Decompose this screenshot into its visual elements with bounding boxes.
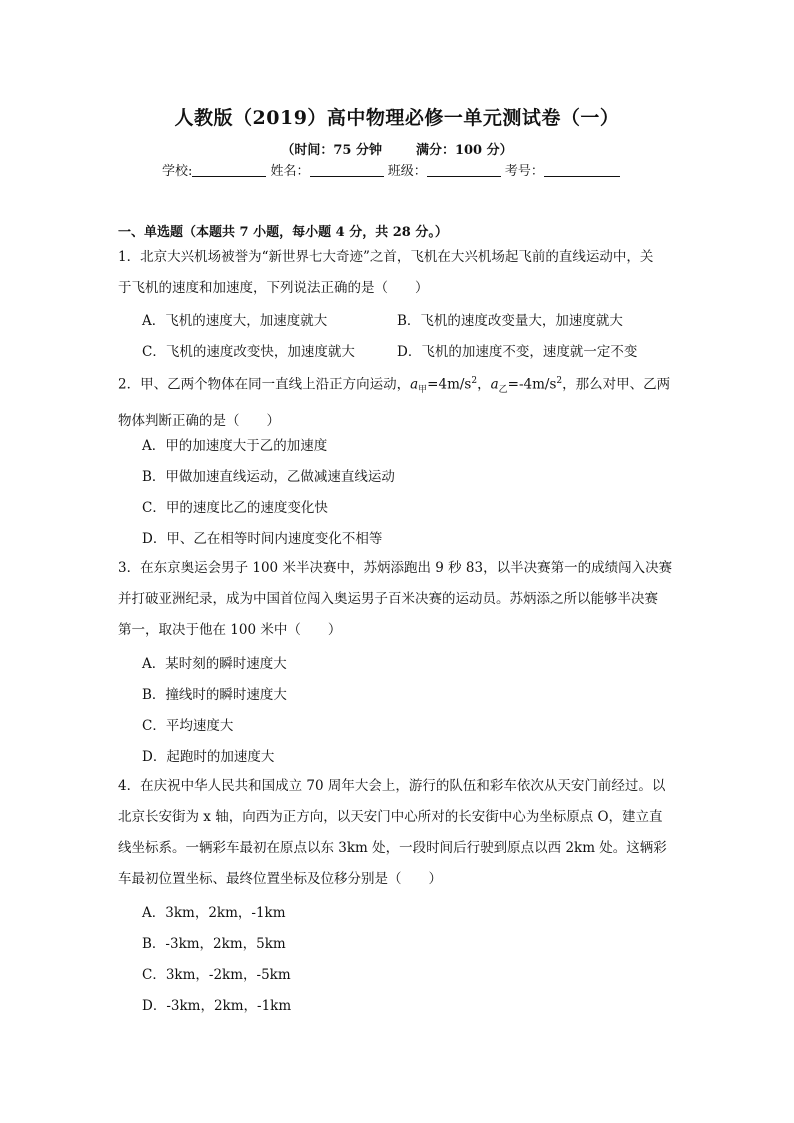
- question-2-line-2: 物体判断正确的是（ ）: [118, 413, 280, 430]
- question-1-option-c: C．飞机的速度改变快，加速度就大: [142, 344, 355, 360]
- question-3-option-a: A．某时刻的瞬时速度大: [142, 656, 287, 672]
- question-4-line-1: 4．在庆祝中华人民共和国成立 70 周年大会上，游行的队伍和彩车依次从天安门前经过。以: [118, 778, 666, 794]
- question-4-stem: [118, 771, 678, 895]
- question-1-line-1: 1．北京大兴机场被誉为“新世界七大奇迹”之首，飞机在大兴机场起飞前的直线运动中，关: [118, 249, 654, 265]
- question-3-line-1: 3．在东京奥运会男子 100 米半决赛中，苏炳添跑出 9 秒 83，以半决赛第一的成绩闯入决赛: [118, 560, 673, 576]
- question-2-line-1: 2．甲、乙两个物体在同一直线上沿正方向运动，$a_甲=4m/s^2$，$a_乙=-4m/s^2$，那么对甲、乙两: [118, 376, 671, 396]
- acceleration-symbol-jia: a: [410, 376, 419, 393]
- question-4-line-4: 车最初位置坐标、最终位置坐标及位移分别是（ ）: [118, 871, 442, 887]
- question-4-option-c: C．3km，-2km，-5km: [142, 967, 291, 983]
- exam-time: （时间：75 分钟: [281, 143, 382, 158]
- student-info-row: [162, 160, 620, 179]
- exam-total-score: 满分：100 分）: [415, 143, 513, 158]
- question-1-line-2: 于飞机的速度和加速度，下列说法正确的是（ ）: [118, 280, 429, 296]
- class-blank: [427, 162, 501, 177]
- question-4-line-2: 北京长安街为 x 轴，向西为正方向，以天安门中心所对的长安街中心为坐标原点 O，建立直: [118, 809, 663, 825]
- exam-no-label: 考号：: [504, 164, 544, 179]
- question-1-option-a: A．飞机的速度大，加速度就大: [142, 313, 328, 329]
- question-1-option-d: D．飞机的加速度不变，速度就一定不变: [397, 344, 638, 360]
- question-3-option-d: D．起跑时的加速度大: [142, 749, 275, 765]
- question-2-option-b: B．甲做加速直线运动，乙做减速直线运动: [142, 469, 395, 485]
- question-2-stem: [118, 366, 678, 437]
- section-heading: 一、单选题（本题共 7 小题，每小题 4 分，共 28 分。）: [118, 225, 448, 240]
- question-2-option-a: A．甲的加速度大于乙的加速度: [142, 438, 328, 454]
- question-4-line-3: 线坐标系。一辆彩车最初在原点以东 3km 处，一段时间后行驶到原点以西 2km 处。这辆彩: [118, 840, 667, 856]
- exam-subtitle: [0, 139, 794, 158]
- question-2-option-d: D．甲、乙在相等时间内速度变化不相等: [142, 531, 383, 547]
- question-1-stem: [118, 242, 678, 304]
- exam-no-blank: [544, 162, 620, 177]
- class-label: 班级：: [387, 164, 427, 179]
- question-3-option-c: C．平均速度大: [142, 718, 234, 734]
- question-2-option-c: C．甲的速度比乙的速度变化快: [142, 500, 328, 516]
- question-1-option-b: B．飞机的速度改变量大，加速度就大: [397, 313, 623, 329]
- question-4-option-b: B．-3km，2km，5km: [142, 936, 286, 952]
- name-label: 姓名：: [270, 164, 310, 179]
- acceleration-symbol-yi: a: [490, 376, 499, 393]
- question-3-line-3: 第一，取决于他在 100 米中（ ）: [118, 622, 342, 638]
- name-blank: [310, 162, 384, 177]
- question-3-option-b: B．撞线时的瞬时速度大: [142, 687, 287, 703]
- question-4-option-a: A．3km，2km，-1km: [142, 905, 286, 921]
- school-label: 学校:: [162, 164, 193, 179]
- school-blank: [192, 162, 266, 177]
- question-4-option-d: D．-3km，2km，-1km: [142, 998, 292, 1014]
- question-3-stem: [118, 553, 678, 646]
- question-3-line-2: 并打破亚洲纪录，成为中国首位闯入奥运男子百米决赛的运动员。苏炳添之所以能够半决赛: [118, 591, 658, 607]
- exam-title: 人教版（2019）高中物理必修一单元测试卷（一）: [174, 107, 620, 129]
